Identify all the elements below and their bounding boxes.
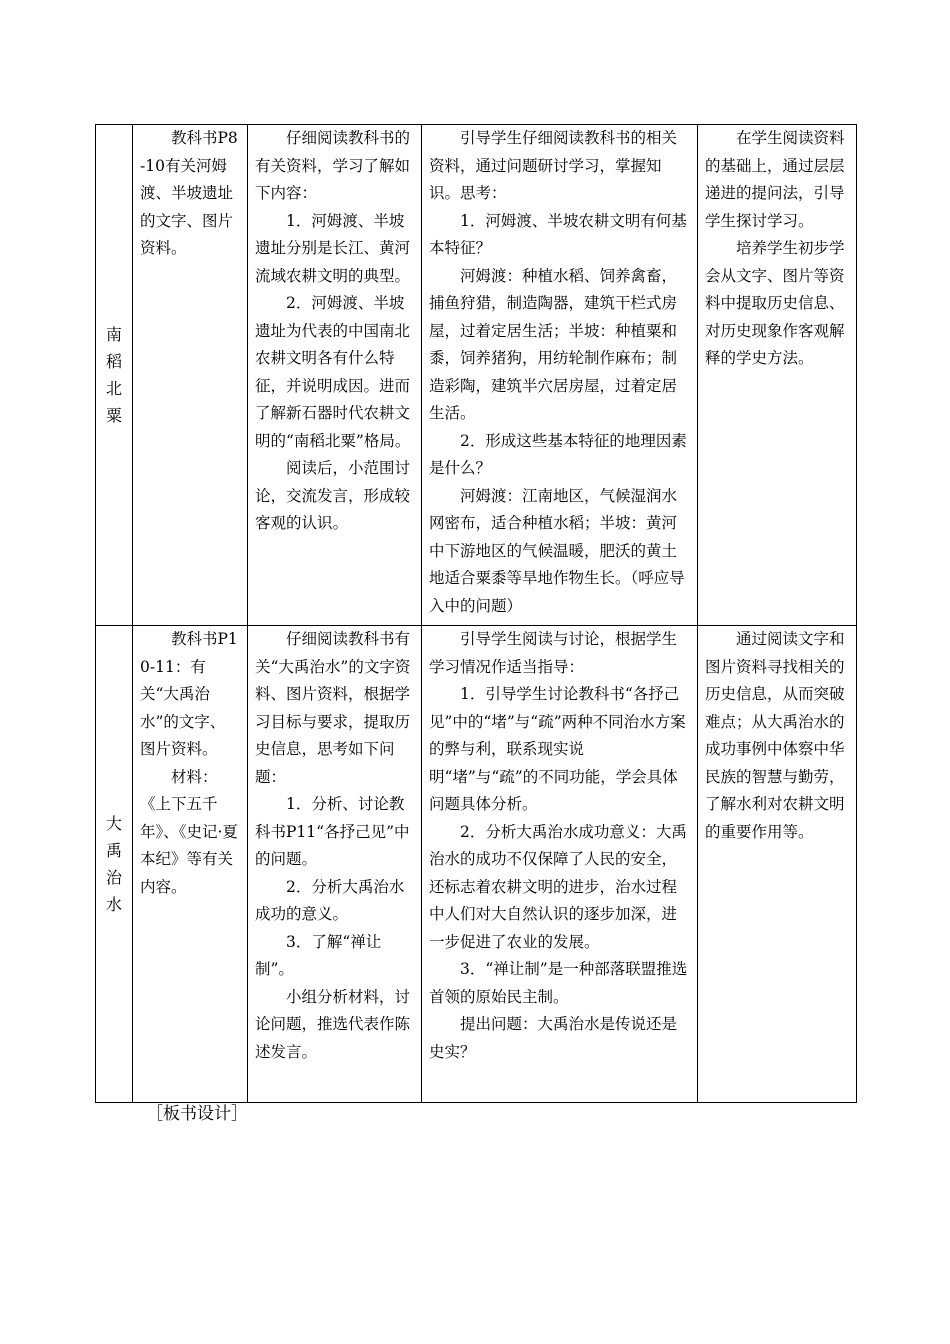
design-intent-cell: [698, 626, 857, 1103]
paragraph: 2．河姆渡、半坡遗址为代表的中国南北农耕文明各有什么特征，并说明成因。进而了解新石器时代农耕文明的“南稻北粟”格局。: [255, 294, 411, 450]
paragraph: 1．引导学生讨论教科书“各抒己见”中的“堵”与“疏”两种不同治水方案的弊与利，联系现实说明“堵”与“疏”的不同功能，学会具体问题具体分析。: [429, 685, 686, 813]
student-activity-cell: [248, 626, 422, 1103]
material-cell: [133, 125, 248, 626]
topic-label: 大禹治水: [106, 814, 123, 914]
teacher-activity-cell: [422, 125, 698, 626]
paragraph: 1．河姆渡、半坡遗址分别是长江、黄河流域农耕文明的典型。: [255, 211, 411, 285]
paragraph: 教科书P8-10有关河姆渡、半坡遗址的文字、图片资料。: [140, 129, 238, 257]
teacher-activity-cell: [422, 626, 698, 1103]
paragraph: 2．分析大禹治水成功意义：大禹治水的成功不仅保障了人民的安全，还标志着农耕文明的进步，治水过程中人们对大自然认识的逐步加深，进一步促进了农业的发展。: [429, 822, 687, 951]
topic-label: 南稻北粟: [106, 325, 123, 425]
paragraph: 阅读后，小范围讨论，交流发言，形成较客观的认识。: [255, 459, 411, 532]
paragraph: 3．“禅让制”是一种部落联盟推选首领的原始民主制。: [429, 960, 688, 1006]
paragraph: 通过阅读文字和图片资料寻找相关的历史信息，从而突破难点；从大禹治水的成功事例中体察中华民族的智慧与勤劳，了解水利对农耕文明的重要作用等。: [705, 630, 845, 841]
paragraph: 3．了解“禅让制”。: [255, 932, 382, 978]
material-cell: [133, 626, 248, 1103]
design-intent-cell: [698, 125, 857, 626]
paragraph: 河姆渡：江南地区，气候湿润水网密布，适合种植水稻；半坡：黄河中下游地区的气候温暖，肥沃的黄土地适合粟黍等旱地作物生长。（呼应导入中的问题）: [429, 486, 685, 615]
paragraph: 引导学生阅读与讨论，根据学生学习情况作适当指导：: [429, 630, 678, 676]
topic-cell: [96, 125, 133, 626]
paragraph: 河姆渡：种植水稻、饲养禽畜，捕鱼狩猎，制造陶器，建筑干栏式房屋，过着定居生活；半坡：种植粟和黍，饲养猪狗，用纺轮制作麻布；制造彩陶，建筑半穴居房屋，过着定居生活。: [429, 266, 678, 422]
paragraph: 在学生阅读资料的基础上，通过层层递进的提问法，引导学生探讨学习。: [705, 129, 845, 230]
paragraph: 材料：《上下五千年》、《史记·夏本纪》等有关内容。: [140, 767, 238, 896]
paragraph: 教科书P10-11：有关“大禹治水”的文字、图片资料。: [140, 630, 238, 758]
paragraph: 1．分析、讨论教科书P11“各抒己见”中的问题。: [255, 795, 410, 868]
paragraph: 仔细阅读教科书的有关资料，学习了解如下内容：: [255, 129, 411, 202]
paragraph: 1．河姆渡、半坡农耕文明有何基本特征？: [429, 211, 687, 257]
topic-cell: [96, 626, 133, 1103]
student-activity-cell: [248, 125, 422, 626]
paragraph: 引导学生仔细阅读教科书的相关资料，通过问题研讨学习，掌握知识。思考：: [429, 129, 678, 202]
table-row: [96, 626, 857, 1103]
paragraph: 小组分析材料，讨论问题，推选代表作陈述发言。: [255, 987, 411, 1061]
paragraph: 2．分析大禹治水成功的意义。: [255, 877, 405, 923]
paragraph: 提出问题：大禹治水是传说还是史实？: [429, 1015, 678, 1061]
lesson-plan-table: [95, 124, 857, 1103]
paragraph: 仔细阅读教科书有关“大禹治水”的文字资料、图片资料，根据学习目标与要求，提取历史信息，思考如下问题：: [255, 630, 411, 786]
paragraph: 培养学生初步学会从文字、图片等资料中提取历史信息、对历史现象作客观解释的学史方法。: [705, 239, 845, 367]
board-design-heading: ［板书设计］: [146, 1104, 248, 1124]
table-row: [96, 125, 857, 626]
paragraph: 2．形成这些基本特征的地理因素是什么？: [429, 431, 687, 477]
